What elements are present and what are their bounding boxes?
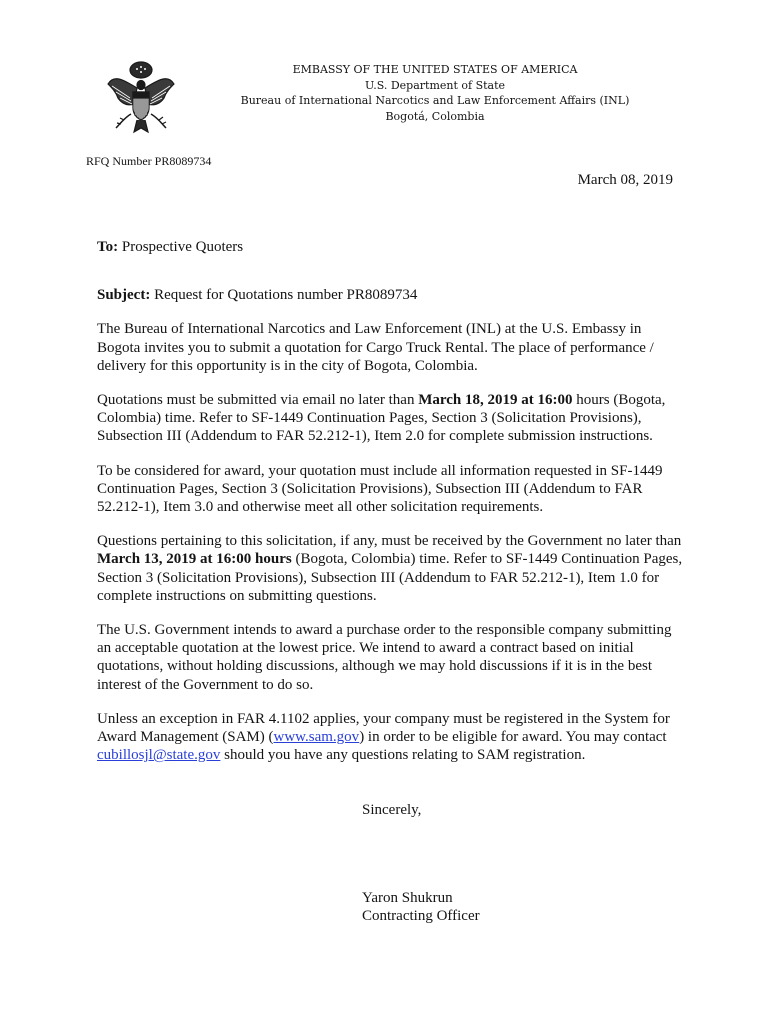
sam-link[interactable]: www.sam.gov: [273, 729, 360, 746]
letterhead-department: U.S. Department of State: [364, 78, 506, 92]
paragraph-sam: [97, 710, 687, 765]
letterhead-bureau: Bureau of International Narcotics and Law Enforcement Affairs (INL): [240, 94, 630, 108]
paragraph-award-requirements: To be considered for award, your quotation must include all information requested in SF-1449 Continuation Pages, Section 3 (Solicitation Provisions), Subsection III (Addendum to FAR 52.212-1), Item 3.0 and otherwise meet all other solicitation requirements.: [97, 462, 663, 516]
letterhead: [0, 62, 770, 124]
deadline-text-b: hours (Bogota, Colombia) time. Refer to SF-1449 Continuation Pages, Section 3 (Solicitation Provisions), Subsection III (Addendum to FAR 52.212-1), Item 2.0 for complete submission instructions.: [97, 392, 666, 445]
rfq-number: RFQ Number PR8089734: [86, 154, 212, 168]
subject-line: [97, 286, 687, 304]
questions-text-a: Questions pertaining to this solicitation, if any, must be received by the Government no later than: [97, 533, 682, 550]
to-value: Prospective Quoters: [118, 239, 244, 255]
paragraph-deadline: [97, 391, 687, 446]
deadline-date: March 18, 2019 at 16:00: [418, 392, 573, 409]
to-line: [97, 238, 687, 256]
sam-text-c: should you have any questions relating to SAM registration.: [220, 747, 586, 764]
subject-value: Request for Quotations number PR8089734: [150, 287, 418, 304]
paragraph-questions: [97, 532, 687, 605]
letter-body: [97, 238, 687, 780]
closing: Sincerely,: [362, 802, 422, 818]
questions-text-b: (Bogota, Colombia) time. Refer to SF-1449 Continuation Pages, Section 3 (Solicitation Provisions), Subsection III (Addendum to FAR 52.212-1), Item 1.0 for complete instructions on submitting questions.: [97, 551, 683, 604]
letter-date: March 08, 2019: [577, 172, 673, 188]
letterhead-embassy: EMBASSY OF THE UNITED STATES OF AMERICA: [292, 63, 578, 76]
paragraph-award-intent: The U.S. Government intends to award a purchase order to the responsible company submitting an acceptable quotation at the lowest price. We intend to award a contract based on initial quotations, without holding discussions, although we may hold discussions if it is in the best interest of the Government to do so.: [97, 622, 672, 693]
signer-name: Yaron Shukrun: [362, 890, 453, 906]
subject-label: Subject:: [97, 287, 151, 304]
signer-title: Contracting Officer: [362, 908, 480, 924]
paragraph-intro: The Bureau of International Narcotics and Law Enforcement (INL) at the U.S. Embassy in Bogota invites you to submit a quotation for Cargo Truck Rental. The place of performance / delivery for this opportunity is in the city of Bogota, Colombia.: [97, 321, 654, 374]
questions-date: March 13, 2019 at 16:00 hours: [97, 551, 292, 568]
letterhead-location: Bogotá, Colombia: [385, 109, 485, 123]
sam-text-b: ) in order to be eligible for award. You may contact: [359, 729, 667, 746]
to-label: To:: [97, 239, 119, 255]
email-link[interactable]: cubillosjl@state.gov: [97, 747, 221, 764]
sam-text-a: Unless an exception in FAR 4.1102 applies, your company must be registered in the System for Award Management (SAM) (: [97, 710, 670, 746]
deadline-text-a: Quotations must be submitted via email no later than: [97, 392, 419, 409]
